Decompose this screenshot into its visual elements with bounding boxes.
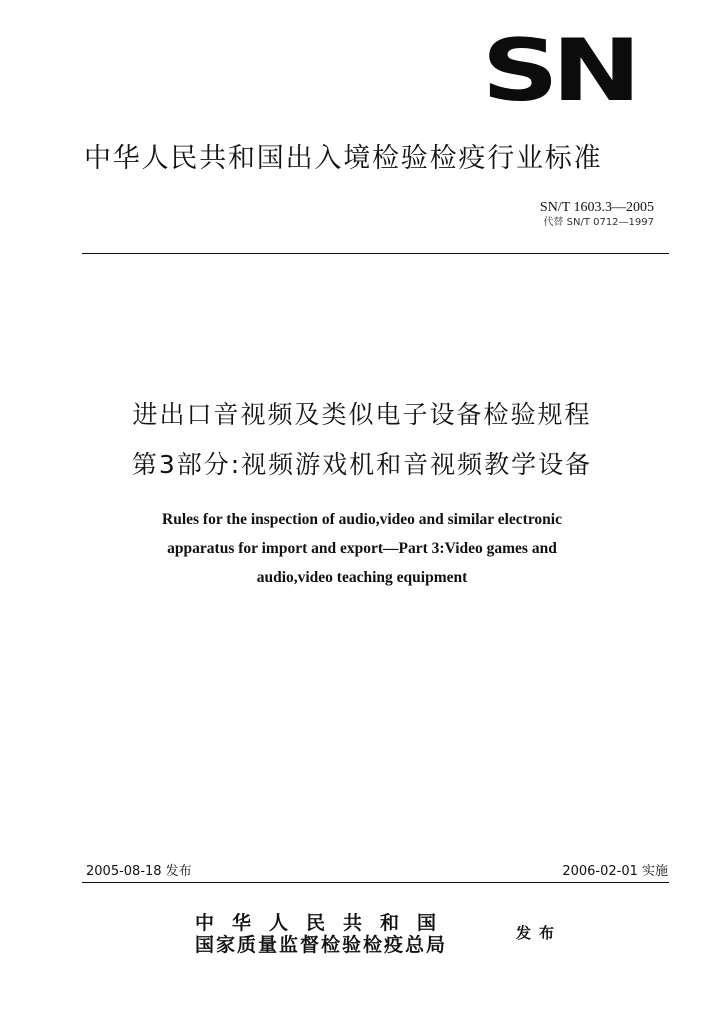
top-divider: [82, 253, 669, 254]
issue-date: 2005-08-18 发布: [86, 864, 192, 879]
english-title-line-1: Rules for the inspection of audio,video and similar electronic: [162, 511, 562, 528]
standard-code: SN/T 1603.3—2005: [539, 200, 654, 215]
english-title-line-2: apparatus for import and export—Part 3:Video games and: [167, 540, 557, 557]
issuing-authority: [195, 912, 454, 956]
english-title-line-3: audio,video teaching equipment: [256, 569, 468, 586]
sn-logo: SN: [481, 21, 634, 121]
issue-action: 发布: [516, 924, 563, 942]
issuer-line-1: 中华人民共和国: [195, 912, 455, 934]
implementation-date: 2006-02-01 实施: [562, 864, 668, 879]
issuer-line-2: 国家质量监督检验检疫总局: [195, 934, 448, 956]
standard-category-title: 中华人民共和国出入境检验检疫行业标准: [84, 143, 603, 174]
bottom-divider: [82, 882, 669, 883]
english-title: [0, 505, 724, 592]
chinese-title-line-2: 第3部分:视频游戏机和音视频教学设备: [131, 450, 593, 479]
replaces-standard: 代替 SN/T 0712—1997: [543, 217, 654, 228]
chinese-title-line-1: 进出口音视频及类似电子设备检验规程: [132, 400, 592, 429]
